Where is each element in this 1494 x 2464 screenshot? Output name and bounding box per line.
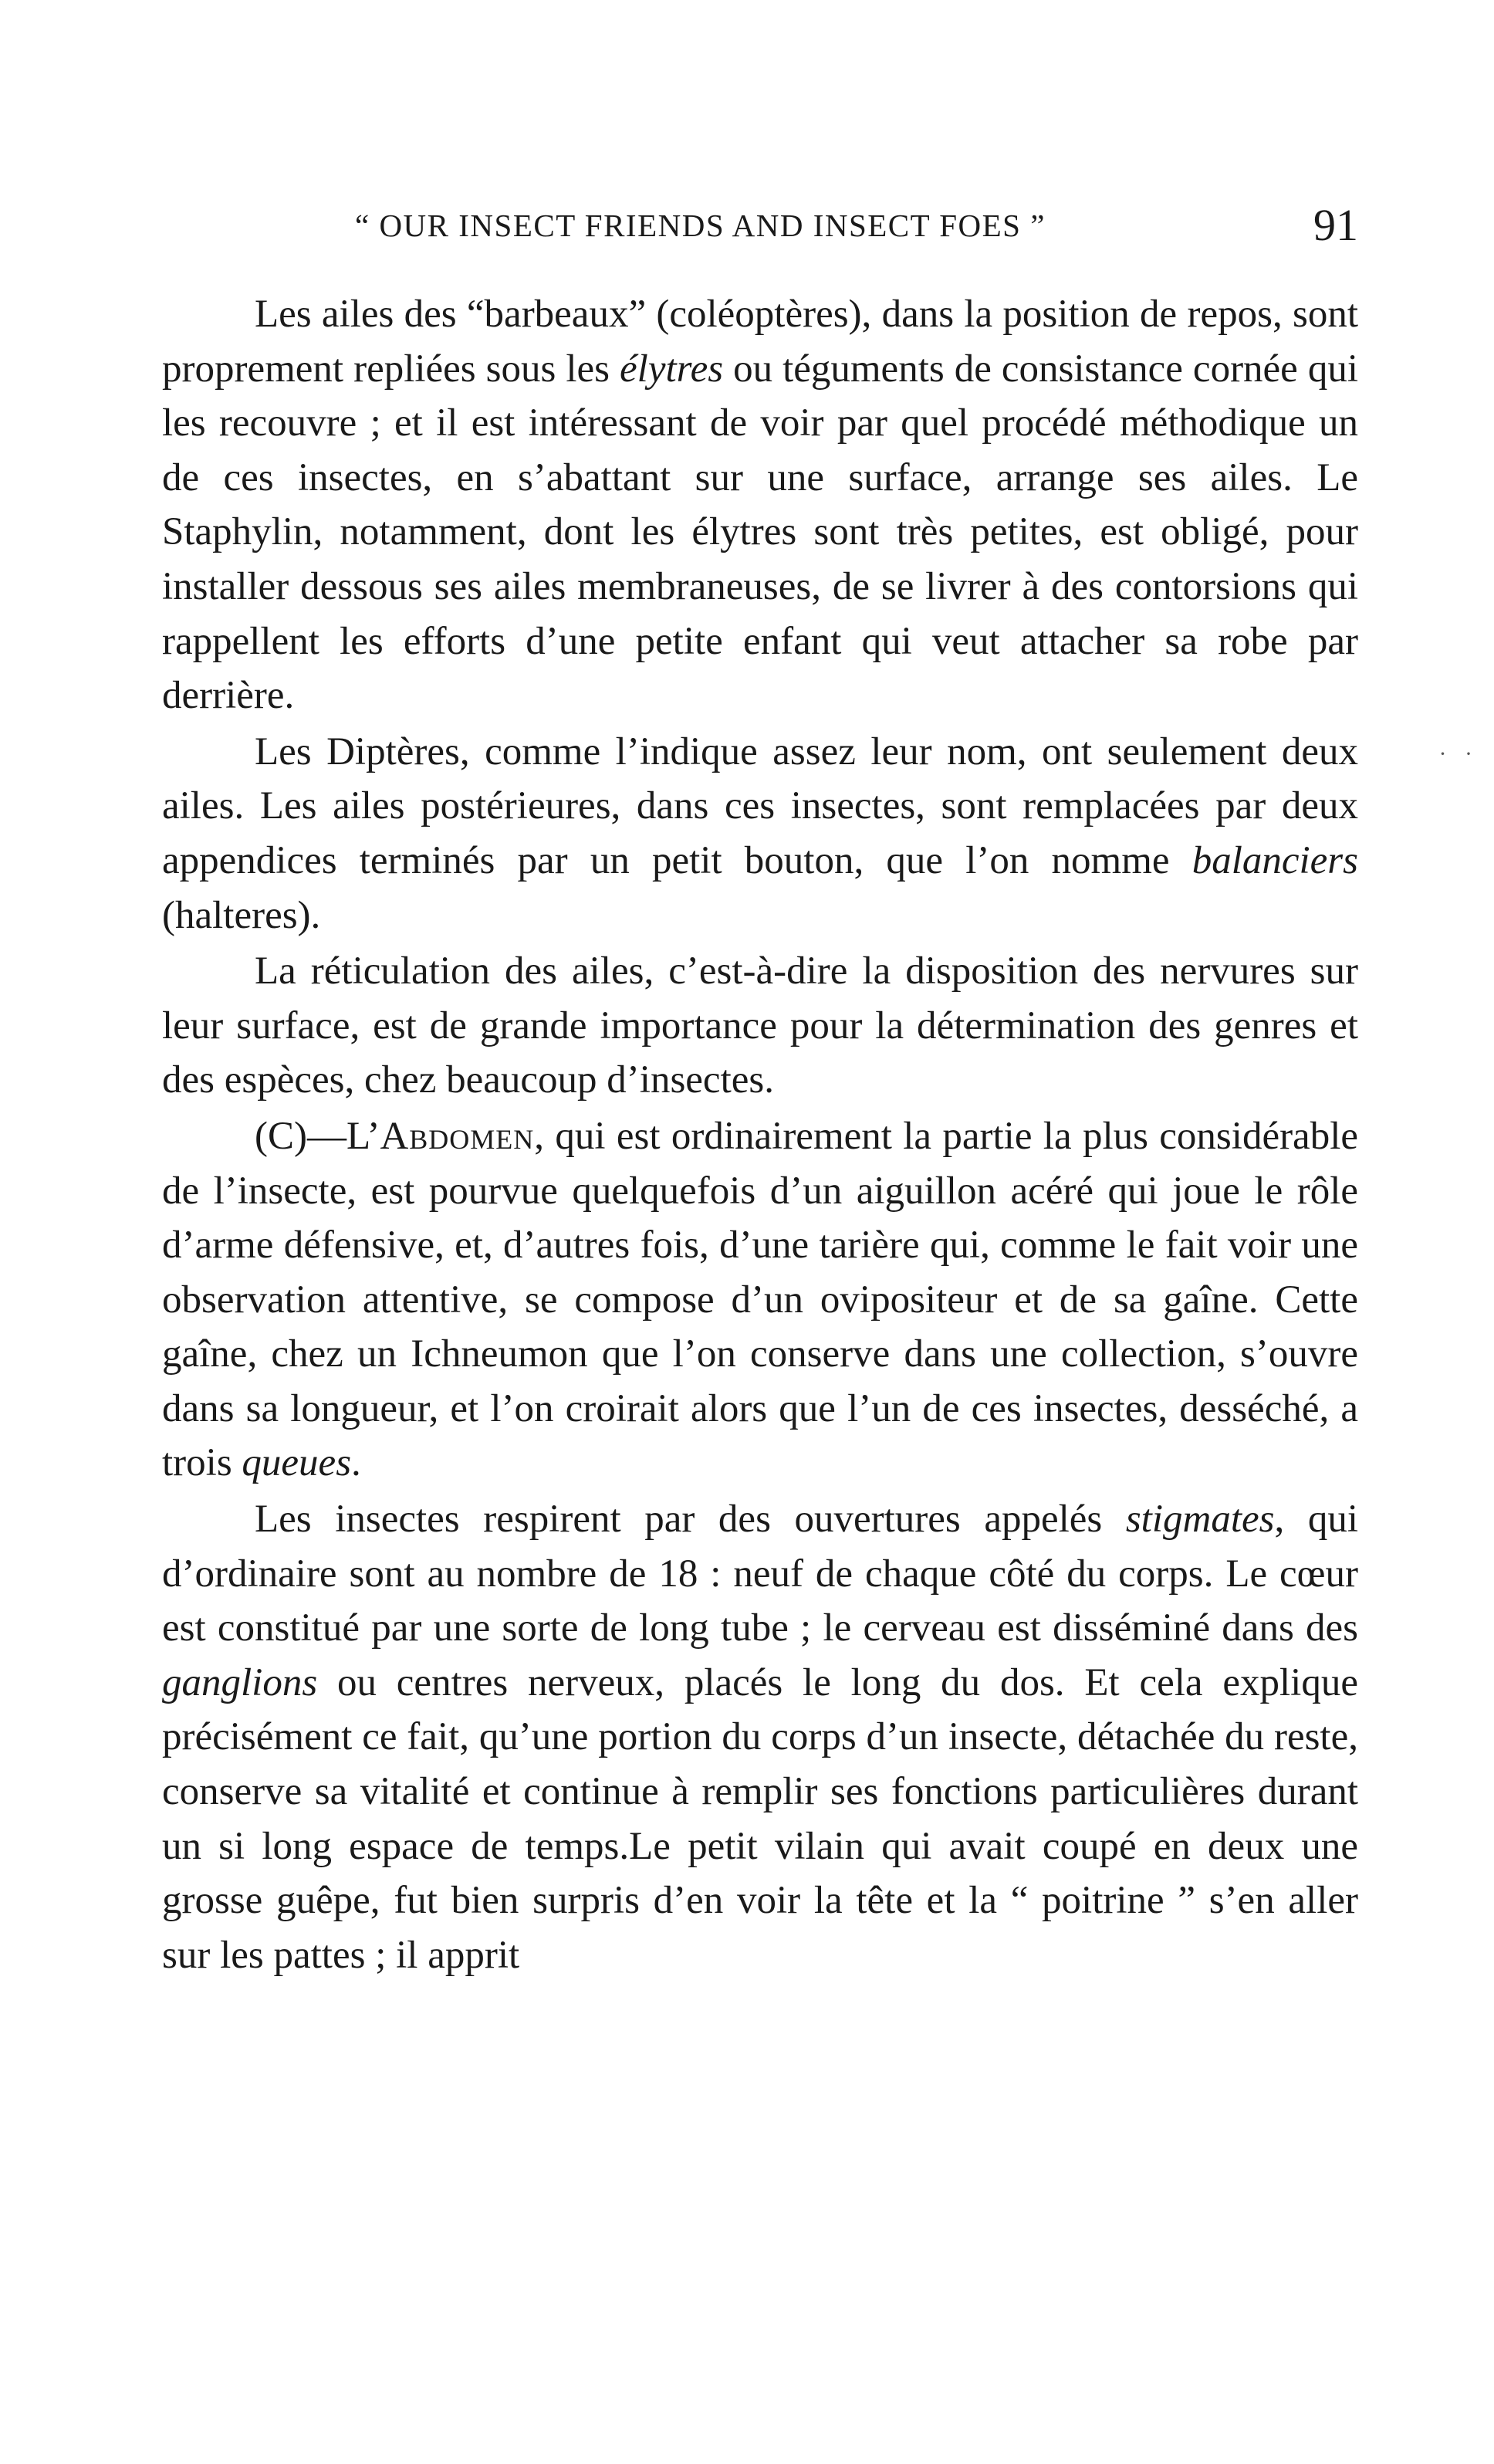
text-run: ou centres nerveux, placés le long du dos. Et cela explique précisément ce fait, qu’une portion du corps d’un insecte, détachée du reste, conserve sa vitalité et continue à remplir ses fonctions particulières durant un si long espace de temps.Le petit vilain qui avait coupé en deux une grosse guêpe, fut bien surpris d’en voir la tête et la “ poitrine ” s’en aller sur les pattes ; il apprit	[162, 1660, 1358, 1977]
smallcaps-term: Abdomen	[380, 1114, 535, 1158]
text-run: , qui est ordinairement la partie la plus considérable de l’insecte, est pourvue quelquefois d’un aiguillon acéré qui joue le rôle d’arme défensive, et, d’autres fois, d’une tarière qui, comme le fait voir une observation attentive, se compose d’un ovipositeur et de sa gaîne. Cette gaîne, chez un Ichneumon que l’on conserve dans une collection, s’ouvre dans sa longueur, et l’on croirait alors que l’un de ces insectes, desséché, a trois	[162, 1114, 1358, 1485]
page-header	[162, 199, 1358, 261]
text-run: (C)—L’	[255, 1114, 380, 1158]
text-run: .	[351, 1441, 361, 1485]
paragraph-reticulation	[162, 944, 1358, 1108]
text-run: (halteres).	[162, 893, 321, 937]
body-text	[162, 287, 1358, 1982]
italic-term: balanciers	[1191, 838, 1358, 882]
margin-specks: · ·	[1438, 741, 1479, 767]
running-title: “ OUR INSECT FRIENDS AND INSECT FOES ”	[355, 208, 1046, 243]
text-run: , qui d’ordinaire sont au nombre de 18 : neuf de chaque côté du corps. Le cœur est constitué par une sorte de long tube ; le cerveau est disséminé dans des	[162, 1498, 1358, 1650]
italic-term: élytres	[620, 347, 724, 391]
page-number: 91	[1313, 200, 1358, 250]
paragraph-abdomen	[162, 1109, 1358, 1491]
paragraph-diptera	[162, 725, 1358, 943]
text-run: Les ailes des “barbeaux” (coléoptères), dans la position de repos, sont proprement repliées sous les	[162, 293, 1358, 391]
text-run: La réticulation des ailes, c’est-à-dire la disposition des nervures sur leur surface, est de grande importance pour la détermination des genres et des espèces, chez beaucoup d’insectes.	[162, 949, 1358, 1102]
paragraph-wings-coleoptera	[162, 287, 1358, 723]
italic-term: queues	[242, 1441, 352, 1485]
text-run: Les Diptères, comme l’indique assez leur nom, ont seulement deux ailes. Les ailes postérieures, dans ces insectes, sont remplacées par deux appendices terminés par un petit bouton, que l’on nomme	[162, 729, 1358, 882]
italic-term: stigmates	[1125, 1498, 1275, 1542]
italic-term: ganglions	[162, 1660, 318, 1704]
paragraph-respiration	[162, 1492, 1358, 1982]
text-run: Les insectes respirent par des ouvertures appelés	[255, 1498, 1126, 1542]
text-run: ou téguments de consistance cornée qui les recouvre ; et il est intéressant de voir par quel procédé méthodique un de ces insectes, en s’abattant sur une surface, arrange ses ailes. Le Staphylin, notamment, dont les élytres sont très petites, est obligé, pour installer dessous ses ailes membraneuses, de se livrer à des contorsions qui rappellent les efforts d’une petite enfant qui veut attacher sa robe par derrière.	[162, 347, 1358, 718]
